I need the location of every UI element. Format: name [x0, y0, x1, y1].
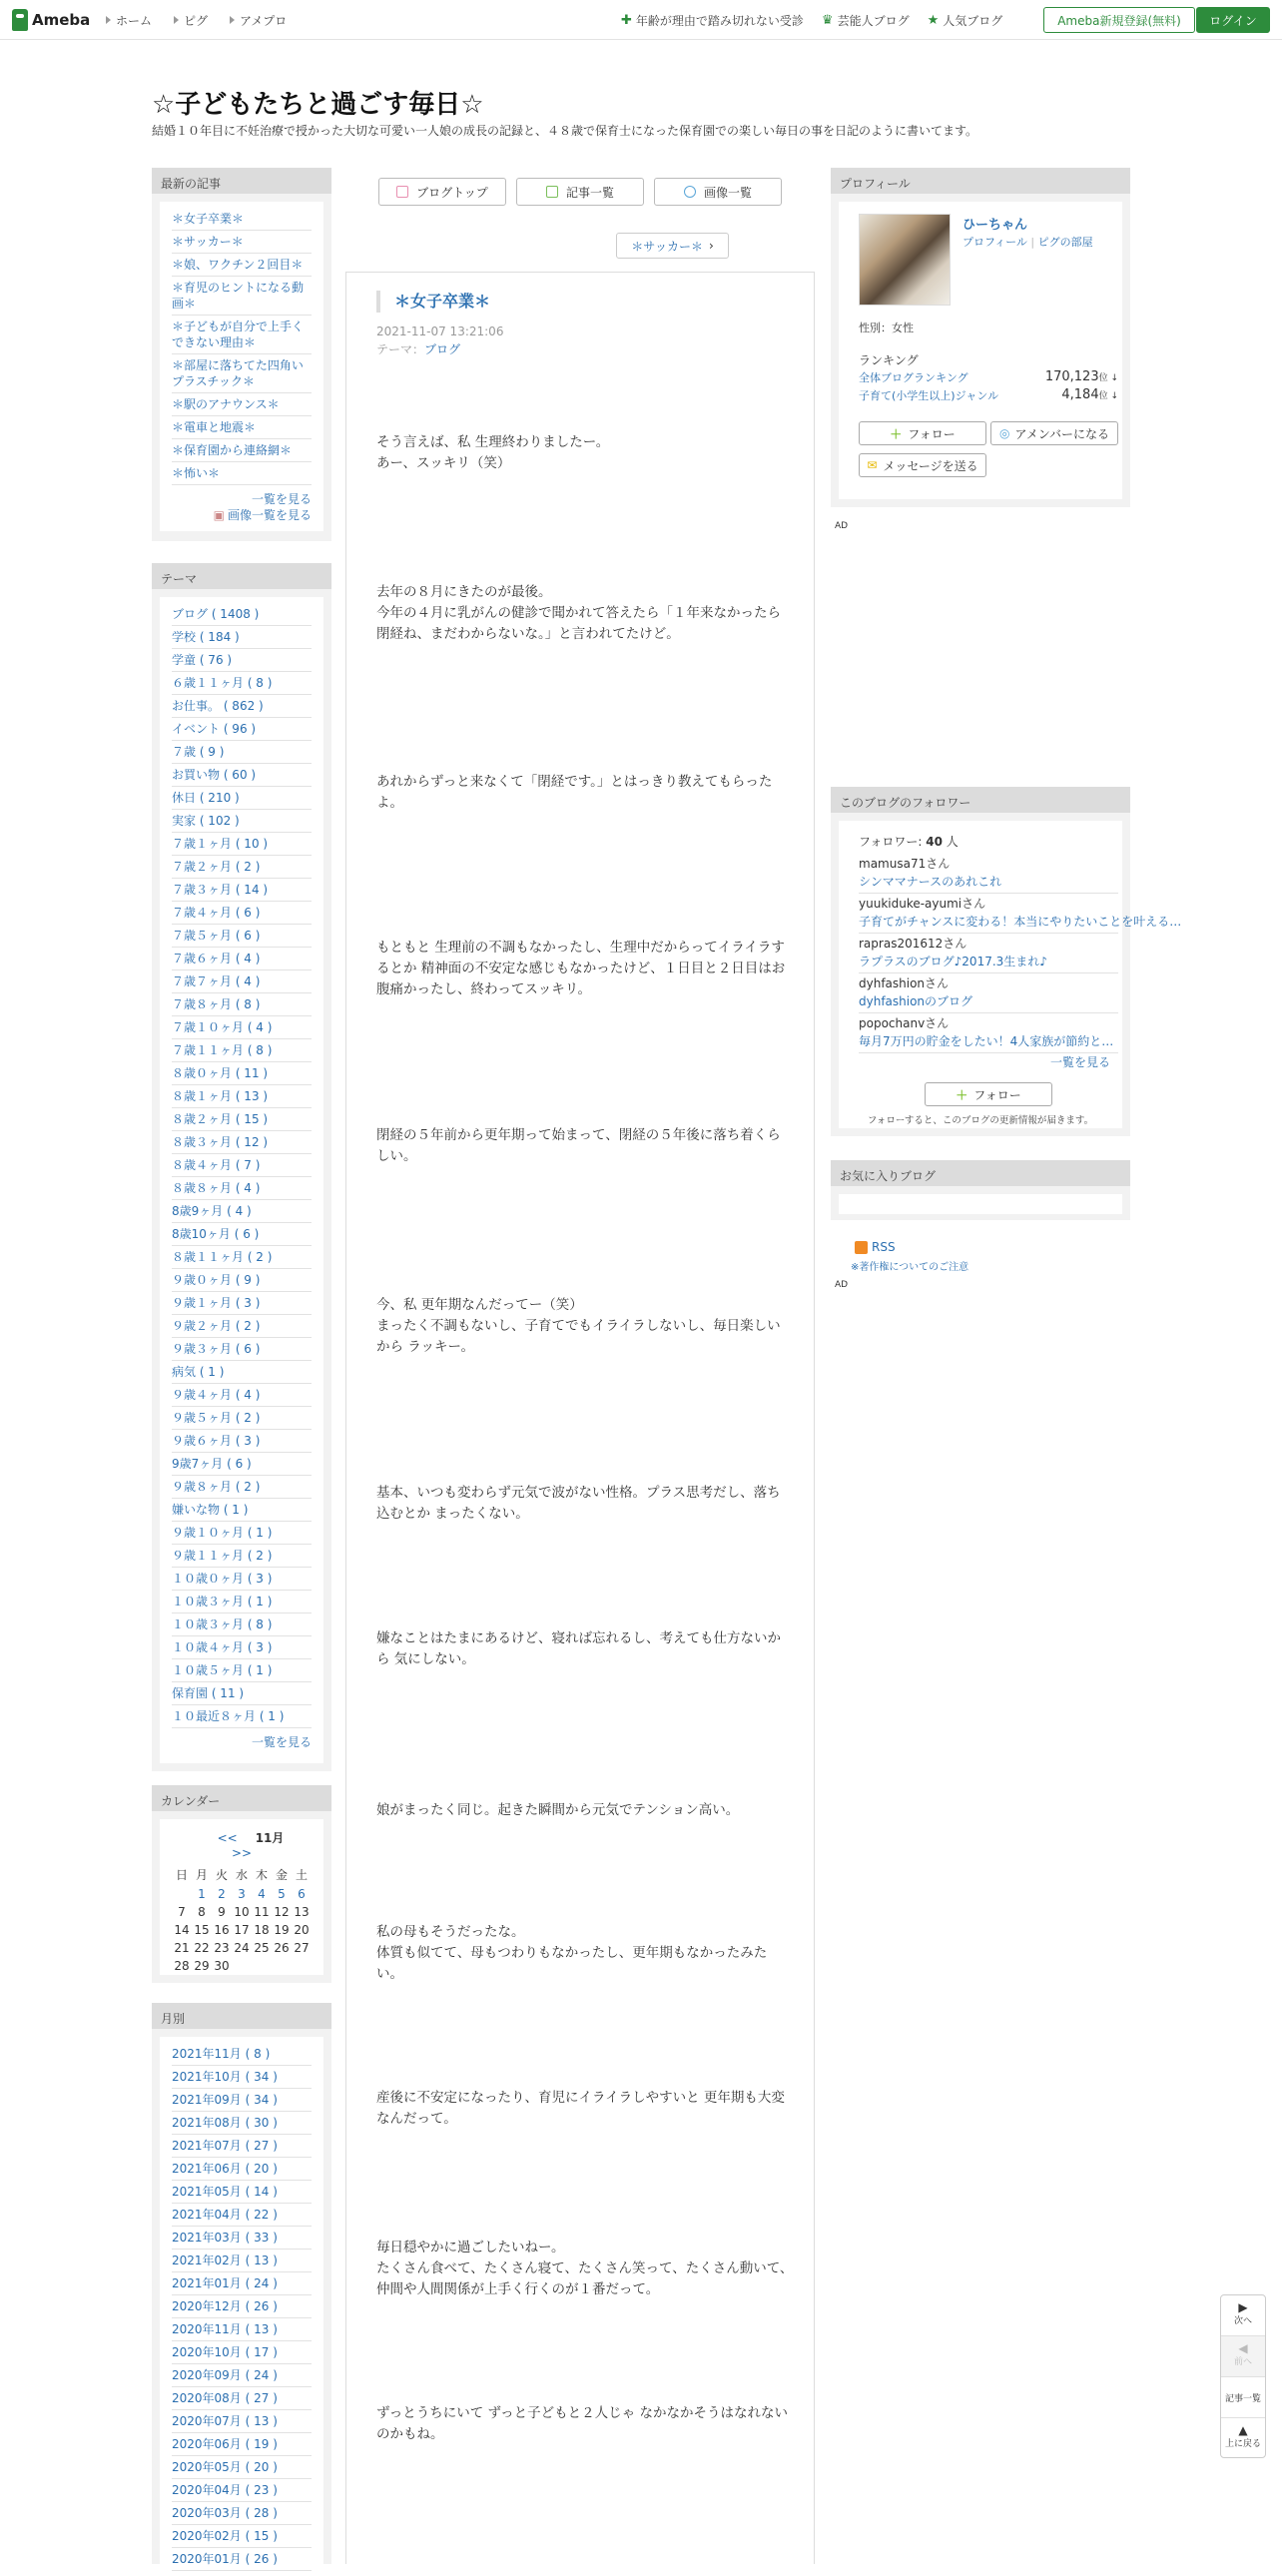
themes-box — [152, 563, 331, 1771]
favorites-header: お気に入りブログ — [831, 1160, 1130, 1186]
theme-link[interactable]: ７歳２ヶ月 ( 2 ) — [172, 856, 312, 879]
top-bar — [0, 0, 1282, 40]
article-paragraph: 嫌なことはたまにあるけど、寝れば忘れるし、考えても仕方ないから 気にしない。 — [376, 1630, 781, 1667]
recent-article-link[interactable]: ＊保育園から連絡網＊ — [172, 439, 312, 462]
pig-room-link[interactable]: ピグの部屋 — [1037, 236, 1093, 249]
chevron-right-icon: › — [708, 239, 714, 253]
calendar-day: 20 — [294, 1923, 310, 1937]
article-title[interactable]: ＊女子卒業＊ — [376, 291, 490, 313]
follower-blog-link[interactable]: ラプラスのブログ♪2017.3生まれ♪ — [859, 955, 1047, 968]
next-article-button[interactable]: ＊サッカー＊ › — [616, 233, 729, 259]
follower-entry — [859, 935, 1118, 973]
follower-user[interactable]: popochanvさん — [859, 1016, 950, 1030]
monthly-archive-link[interactable]: 2020年12月 ( 26 ) — [172, 2295, 312, 2318]
theme-link[interactable]: １０最近８ヶ月 ( 1 ) — [172, 1705, 312, 1728]
promo-link-celebrity[interactable]: ♛ 芸能人ブログ — [821, 13, 910, 28]
monthly-archive-link[interactable]: 2020年07月 ( 13 ) — [172, 2410, 312, 2433]
calendar-header: カレンダー — [152, 1785, 331, 1811]
article-paragraph: 基本、いつも変わらず元気で波がない性格。プラス思考だし、落ち込むとか まったくない。 — [376, 1485, 781, 1522]
article-paragraph: 去年の８月にきたのが最後。 今年の４月に乳がんの健診で聞かれて答えたら「１年来なかったら閉経ね、まだわからないな。」と言われてたけど。 — [376, 584, 781, 642]
theme-link[interactable]: ９歳２ヶ月 ( 2 ) — [172, 1315, 312, 1338]
calendar-weekday: 水 — [235, 1868, 248, 1882]
calendar-day: 23 — [214, 1941, 230, 1955]
image-list-link[interactable]: ▣ 画像一覧を見る — [213, 508, 312, 522]
monthly-header: 月別 — [152, 2003, 331, 2029]
calendar-day: 22 — [194, 1941, 210, 1955]
monthly-archive-link[interactable]: 2021年05月 ( 14 ) — [172, 2181, 312, 2204]
favorites-list — [839, 1194, 1122, 1214]
theme-link[interactable]: ９歳４ヶ月 ( 4 ) — [172, 1384, 312, 1407]
calendar-day[interactable]: 2 — [218, 1887, 226, 1901]
pager-prev[interactable]: ◀ 前へ — [1221, 2336, 1265, 2377]
article-paragraph: あれからずっと来なくて「閉経です。」とはっきり教えてもらったよ。 — [376, 774, 773, 811]
follower-blog-link[interactable]: dyhfashionのブログ — [859, 994, 973, 1008]
calendar-day: 19 — [274, 1923, 290, 1937]
calendar-day: 11 — [254, 1905, 270, 1919]
article-date: 2021-11-07 13:21:06 — [376, 324, 504, 338]
up-icon: ▲ — [1238, 2423, 1248, 2437]
theme-link[interactable]: ８歳１ヶ月 ( 13 ) — [172, 1085, 312, 1108]
follow-button[interactable]: ＋ フォロー — [859, 421, 986, 445]
monthly-archive-link[interactable]: 2020年11月 ( 13 ) — [172, 2318, 312, 2341]
monthly-archive-link[interactable]: 2020年04月 ( 23 ) — [172, 2479, 312, 2502]
theme-link[interactable]: イベント ( 96 ) — [172, 718, 312, 741]
profile-links: プロフィール | ピグの部屋 — [962, 236, 1093, 249]
follow-note: フォローすると、このブログの更新情報が届きます。 — [867, 1115, 1094, 1126]
message-button[interactable]: ✉ メッセージを送る — [859, 453, 986, 477]
monthly-archive-link[interactable]: 2020年06月 ( 19 ) — [172, 2433, 312, 2456]
follower-user[interactable]: dyhfashionさん — [859, 976, 950, 990]
article-theme-link[interactable]: ブログ — [424, 342, 461, 356]
ad-label: AD — [835, 1280, 849, 1290]
monthly-archive-link[interactable]: 2021年03月 ( 33 ) — [172, 2227, 312, 2250]
follower-entry — [859, 855, 1118, 894]
follower-blog-link[interactable]: 子育てがチャンスに変わる！本当にやりたいことを叶える… — [859, 915, 1182, 929]
calendar-next[interactable]: >> — [231, 1846, 253, 1860]
theme-link[interactable]: 保育園 ( 11 ) — [172, 1682, 312, 1705]
calendar-day: 14 — [174, 1923, 190, 1937]
theme-link[interactable]: ７歳３ヶ月 ( 14 ) — [172, 879, 312, 902]
theme-link[interactable]: お仕事。 ( 862 ) — [172, 695, 312, 718]
calendar-day: 24 — [234, 1941, 250, 1955]
theme-link[interactable]: ９歳３ヶ月 ( 6 ) — [172, 1338, 312, 1361]
theme-link[interactable]: ７歳８ヶ月 ( 8 ) — [172, 993, 312, 1016]
back-icon: ◀ — [1238, 2341, 1248, 2355]
calendar-day: 8 — [198, 1905, 206, 1919]
calendar-day: 30 — [214, 1959, 230, 1973]
theme-link[interactable]: ８歳８ヶ月 ( 4 ) — [172, 1177, 312, 1200]
calendar-day[interactable]: 1 — [198, 1887, 206, 1901]
theme-link[interactable]: ７歳１ヶ月 ( 10 ) — [172, 833, 312, 856]
promo-link-popular[interactable]: ★ 人気ブログ — [927, 13, 1003, 28]
play-icon: ▶ — [1238, 2300, 1248, 2314]
monthly-archive-link[interactable]: 2020年05月 ( 20 ) — [172, 2456, 312, 2479]
recent-more-link[interactable]: 一覧を見る — [251, 492, 312, 506]
pager-next[interactable]: ▶ 次へ — [1221, 2295, 1265, 2336]
recent-article-link[interactable]: ＊娘、ワクチン２回目＊ — [172, 254, 312, 277]
calendar-weekday: 日 — [175, 1868, 188, 1882]
calendar-weekday: 月 — [195, 1868, 208, 1882]
calendar-blank — [172, 1887, 192, 1901]
theme-link[interactable]: 8歳10ヶ月 ( 6 ) — [172, 1223, 312, 1246]
theme-link[interactable]: 休日 ( 210 ) — [172, 787, 312, 810]
monthly-archive-link[interactable]: 2020年09月 ( 24 ) — [172, 2364, 312, 2387]
calendar-day: 26 — [274, 1941, 290, 1955]
follower-count: フォロワー: 40 人 — [859, 835, 959, 849]
monthly-archive-link[interactable]: 2020年03月 ( 28 ) — [172, 2502, 312, 2525]
theme-link[interactable]: １０歳４ヶ月 ( 3 ) — [172, 1636, 312, 1659]
monthly-list — [172, 2043, 312, 2571]
theme-link[interactable]: ７歳７ヶ月 ( 4 ) — [172, 970, 312, 993]
recent-article-link[interactable]: ＊駅のアナウンス＊ — [172, 393, 312, 416]
nav-home[interactable]: ホーム — [106, 12, 152, 29]
monthly-archive-link[interactable]: 2021年08月 ( 30 ) — [172, 2112, 312, 2135]
theme-link[interactable]: ８歳２ヶ月 ( 15 ) — [172, 1108, 312, 1131]
calendar-day: 18 — [254, 1923, 270, 1937]
crown-icon: ♛ — [821, 13, 834, 28]
theme-link[interactable]: １０歳３ヶ月 ( 8 ) — [172, 1613, 312, 1636]
recent-article-link[interactable]: ＊電車と地震＊ — [172, 416, 312, 439]
calendar-day: 15 — [194, 1923, 210, 1937]
theme-link[interactable]: ９歳６ヶ月 ( 3 ) — [172, 1430, 312, 1453]
monthly-archive-link[interactable]: 2021年10月 ( 34 ) — [172, 2066, 312, 2089]
rank-label[interactable]: 全体ブログランキング — [859, 371, 968, 384]
tab-image-list[interactable]: 画像一覧 — [654, 178, 782, 206]
calendar-weekday: 木 — [255, 1868, 268, 1882]
article-paragraph: ずっとうちにいて ずっと子どもと２人じゃ なかなかそうはなれないのかもね。 — [376, 2405, 788, 2442]
follower-user[interactable]: mamusa71さん — [859, 857, 951, 871]
pager-list[interactable]: 記事一覧 — [1221, 2377, 1265, 2418]
calendar-day: 13 — [294, 1905, 310, 1919]
copyright-notice-link[interactable]: ※著作権についてのご注意 — [851, 1262, 969, 1273]
article-paragraph: 今、私 更年期なんだってー（笑） まったく不調もないし、子育てでもイライラしないし、毎日楽しいから ラッキー。 — [376, 1297, 781, 1355]
article-paragraph: 私の母もそうだったな。 体質も似てて、母もつわりもなかったし、更年期もなかったみたい。 — [376, 1924, 768, 1982]
follower-blog-link[interactable]: シンママナースのあれこれ — [859, 875, 1002, 889]
envelope-icon: ✉ — [867, 458, 878, 472]
calendar-day: 21 — [174, 1941, 190, 1955]
monthly-archive-link[interactable]: 2021年04月 ( 22 ) — [172, 2204, 312, 2227]
theme-link[interactable]: ９歳１０ヶ月 ( 1 ) — [172, 1522, 312, 1545]
recent-header: 最新の記事 — [152, 168, 331, 194]
monthly-archive-link[interactable]: 2020年08月 ( 27 ) — [172, 2387, 312, 2410]
follow-button-bottom[interactable]: ＋ フォロー — [925, 1082, 1052, 1106]
theme-link[interactable]: 8歳9ヶ月 ( 4 ) — [172, 1200, 312, 1223]
favorites-box — [831, 1160, 1130, 1220]
promo-link-clinic[interactable]: ✚ 年齢が理由で踏み切れない受診 — [621, 13, 804, 28]
calendar-day[interactable]: 6 — [298, 1887, 306, 1901]
theme-link[interactable]: ９歳８ヶ月 ( 2 ) — [172, 1476, 312, 1499]
monthly-archive-link[interactable]: 2020年01月 ( 26 ) — [172, 2548, 312, 2571]
calendar-day: 25 — [254, 1941, 270, 1955]
theme-link[interactable]: ブログ ( 1408 ) — [172, 603, 312, 626]
tab-blog-top[interactable]: ブログトップ — [378, 178, 506, 206]
ad-label: AD — [835, 521, 849, 531]
avatar[interactable] — [859, 214, 951, 306]
article-paragraph: 閉経の５年前から更年期って始まって、閉経の５年後に落ち着くらしい。 — [376, 1127, 781, 1164]
theme-link[interactable]: ９歳１ヶ月 ( 3 ) — [172, 1292, 312, 1315]
theme-link[interactable]: １０歳５ヶ月 ( 1 ) — [172, 1659, 312, 1682]
amember-button[interactable]: ◎ アメンバーになる — [990, 421, 1118, 445]
recent-article-link[interactable]: ＊サッカー＊ — [172, 231, 312, 254]
theme-link[interactable]: ８歳４ヶ月 ( 7 ) — [172, 1154, 312, 1177]
theme-link[interactable]: 病気 ( 1 ) — [172, 1361, 312, 1384]
calendar-day: 28 — [174, 1959, 190, 1973]
theme-link[interactable]: ９歳１１ヶ月 ( 2 ) — [172, 1545, 312, 1568]
promo-nav — [621, 12, 1020, 29]
theme-link[interactable]: ８歳０ヶ月 ( 11 ) — [172, 1062, 312, 1085]
register-button[interactable]: Ameba新規登録(無料) — [1043, 7, 1195, 33]
themes-header: テーマ — [152, 563, 331, 589]
calendar-box — [152, 1785, 331, 1983]
monthly-archive-link[interactable]: 2020年10月 ( 17 ) — [172, 2341, 312, 2364]
theme-link[interactable]: 実家 ( 102 ) — [172, 810, 312, 833]
rank-label[interactable]: 子育て(小学生以上)ジャンル — [859, 389, 999, 402]
calendar-month: 11月 — [255, 1831, 285, 1845]
calendar-grid — [172, 1866, 312, 1973]
monthly-archive-link[interactable]: 2021年07月 ( 27 ) — [172, 2135, 312, 2158]
rss-link[interactable]: RSS — [855, 1240, 896, 1254]
profile-box — [831, 168, 1130, 507]
nav-pigg[interactable]: ピグ — [174, 12, 208, 29]
amember-icon: ◎ — [999, 426, 1010, 440]
camera-icon — [684, 186, 696, 198]
calendar-weekday: 土 — [295, 1868, 308, 1882]
logo-text: Ameba — [32, 11, 91, 29]
profile-gender: 性別：女性 — [859, 322, 914, 334]
blog-description: 結婚１０年目に不妊治療で授かった大切な可愛い一人娘の成長の記録と、４８歳で保育士になった保育園での楽しい毎日の事を日記のように書いてます。 — [152, 124, 978, 138]
followers-more-link[interactable]: 一覧を見る — [1049, 1055, 1110, 1069]
theme-link[interactable]: ８歳３ヶ月 ( 12 ) — [172, 1131, 312, 1154]
blog-title[interactable]: ☆子どもたちと過ごす毎日☆ — [152, 90, 484, 120]
followers-header: このブログのフォロワー — [831, 787, 1130, 813]
calendar-day: 17 — [234, 1923, 250, 1937]
theme-link[interactable]: ７歳６ヶ月 ( 4 ) — [172, 948, 312, 970]
theme-link[interactable]: 学校 ( 184 ) — [172, 626, 312, 649]
recent-list — [172, 208, 312, 485]
theme-link[interactable]: ６歳１１ヶ月 ( 8 ) — [172, 672, 312, 695]
document-icon — [546, 186, 558, 198]
article-paragraph: もともと 生理前の不調もなかったし、生理中だからってイライラするとか 精神面の不安定な感じもなかったけど、１日目と２日目はお腹痛かったし、終わってスッキリ。 — [376, 940, 786, 997]
rank-row-genre: 子育て(小学生以上)ジャンル 4,184位 ↓ — [859, 387, 1118, 402]
plus-icon: ＋ — [956, 1087, 968, 1102]
home-icon — [396, 186, 408, 198]
article-paragraph: 産後に不安定になったり、育児にイライラしやすいと 更年期も大変なんだって。 — [376, 2090, 785, 2127]
theme-link[interactable]: ９歳５ヶ月 ( 2 ) — [172, 1407, 312, 1430]
article-paragraph: そう言えば、私 生理終わりましたー。 あー、スッキリ（笑） — [376, 434, 610, 471]
ranking-label: ランキング — [859, 353, 919, 367]
followers-box — [831, 787, 1182, 1136]
follower-blog-link[interactable]: 毎月7万円の貯金をしたい！4人家族が節約と… — [859, 1034, 1114, 1048]
theme-link[interactable]: １０歳０ヶ月 ( 3 ) — [172, 1568, 312, 1591]
calendar-day[interactable]: 4 — [258, 1887, 266, 1901]
recent-article-link[interactable]: ＊子どもが自分で上手くできない理由＊ — [172, 316, 312, 354]
plus-icon: ＋ — [890, 426, 903, 441]
theme-link[interactable]: ７歳１１ヶ月 ( 8 ) — [172, 1039, 312, 1062]
nav-amepro[interactable]: アメプロ — [230, 12, 287, 29]
calendar-day: 27 — [294, 1941, 310, 1955]
theme-link[interactable]: お買い物 ( 60 ) — [172, 764, 312, 787]
theme-link[interactable]: 9歳7ヶ月 ( 6 ) — [172, 1453, 312, 1476]
pager-top[interactable]: ▲ 上に戻る — [1221, 2418, 1265, 2459]
calendar-day[interactable]: 5 — [278, 1887, 286, 1901]
rss-icon — [855, 1241, 868, 1254]
theme-link[interactable]: ７歳１０ヶ月 ( 4 ) — [172, 1016, 312, 1039]
theme-link[interactable]: ７歳４ヶ月 ( 6 ) — [172, 902, 312, 925]
follower-entry — [859, 974, 1118, 1013]
tab-article-list[interactable]: 記事一覧 — [516, 178, 644, 206]
profile-name[interactable]: ひーちゃん — [962, 218, 1028, 233]
theme-link[interactable]: 嫌いな物 ( 1 ) — [172, 1499, 312, 1522]
recent-articles-box — [152, 168, 331, 541]
calendar-day: 7 — [178, 1905, 186, 1919]
star-icon: ★ — [927, 13, 940, 28]
top-nav — [106, 12, 309, 29]
monthly-archive-link[interactable]: 2021年09月 ( 34 ) — [172, 2089, 312, 2112]
calendar-weekday: 金 — [275, 1868, 288, 1882]
floating-pager — [1220, 2294, 1266, 2458]
follower-entry — [859, 895, 1182, 934]
rank-row-overall: 全体ブログランキング 170,123位 ↓ — [859, 369, 1118, 384]
theme-list — [172, 603, 312, 1728]
monthly-archive-link[interactable]: 2020年02月 ( 15 ) — [172, 2525, 312, 2548]
leaf-icon: ✚ — [621, 13, 632, 28]
calendar-day: 10 — [234, 1905, 250, 1919]
calendar-day: 9 — [218, 1905, 226, 1919]
ameba-logo[interactable] — [12, 8, 90, 32]
calendar-day: 16 — [214, 1923, 230, 1937]
theme-link[interactable]: ８歳１１ヶ月 ( 2 ) — [172, 1246, 312, 1269]
theme-link[interactable]: ９歳０ヶ月 ( 9 ) — [172, 1269, 312, 1292]
article-paragraph: 娘がまったく同じ。起きた瞬間から元気でテンション高い。 — [376, 1802, 740, 1818]
follower-user[interactable]: rapras201612さん — [859, 937, 967, 951]
monthly-archive-link[interactable]: 2021年01月 ( 24 ) — [172, 2272, 312, 2295]
monthly-archive-link[interactable]: 2021年11月 ( 8 ) — [172, 2043, 312, 2066]
theme-link[interactable]: ７歳５ヶ月 ( 6 ) — [172, 925, 312, 948]
calendar-day: 29 — [194, 1959, 210, 1973]
article-theme: テーマ：ブログ — [376, 342, 461, 356]
recent-article-link[interactable]: ＊怖い＊ — [172, 462, 312, 485]
profile-header: プロフィール — [831, 168, 1130, 194]
calendar-weekday: 火 — [215, 1868, 228, 1882]
ameba-logo-icon — [12, 9, 28, 31]
recent-article-link[interactable]: ＊部屋に落ちてた四角いプラスチック＊ — [172, 354, 312, 393]
theme-link[interactable]: ７歳 ( 9 ) — [172, 741, 312, 764]
monthly-archive-link[interactable]: 2021年02月 ( 13 ) — [172, 2250, 312, 2272]
calendar-prev[interactable]: << — [217, 1831, 238, 1845]
follower-user[interactable]: yuukiduke-ayumiさん — [859, 897, 986, 911]
theme-link[interactable]: １０歳３ヶ月 ( 1 ) — [172, 1591, 312, 1613]
login-button[interactable]: ログイン — [1196, 7, 1270, 33]
recent-article-link[interactable]: ＊育児のヒントになる動画＊ — [172, 277, 312, 316]
themes-more-link[interactable]: 一覧を見る — [251, 1735, 312, 1749]
recent-article-link[interactable]: ＊女子卒業＊ — [172, 208, 312, 231]
article-paragraph: 毎日穏やかに過ごしたいねー。 たくさん食べて、たくさん寝て、たくさん笑って、たくさん動いて、仲間や人間関係が上手く行くのが１番だって。 — [376, 2240, 794, 2297]
calendar-day: 12 — [274, 1905, 290, 1919]
theme-link[interactable]: 学童 ( 76 ) — [172, 649, 312, 672]
follower-entry — [859, 1014, 1118, 1053]
article — [345, 272, 815, 2564]
image-icon: ▣ — [213, 508, 225, 522]
profile-link[interactable]: プロフィール — [962, 236, 1027, 249]
monthly-box — [152, 2003, 331, 2564]
calendar-day[interactable]: 3 — [238, 1887, 246, 1901]
monthly-archive-link[interactable]: 2021年06月 ( 20 ) — [172, 2158, 312, 2181]
